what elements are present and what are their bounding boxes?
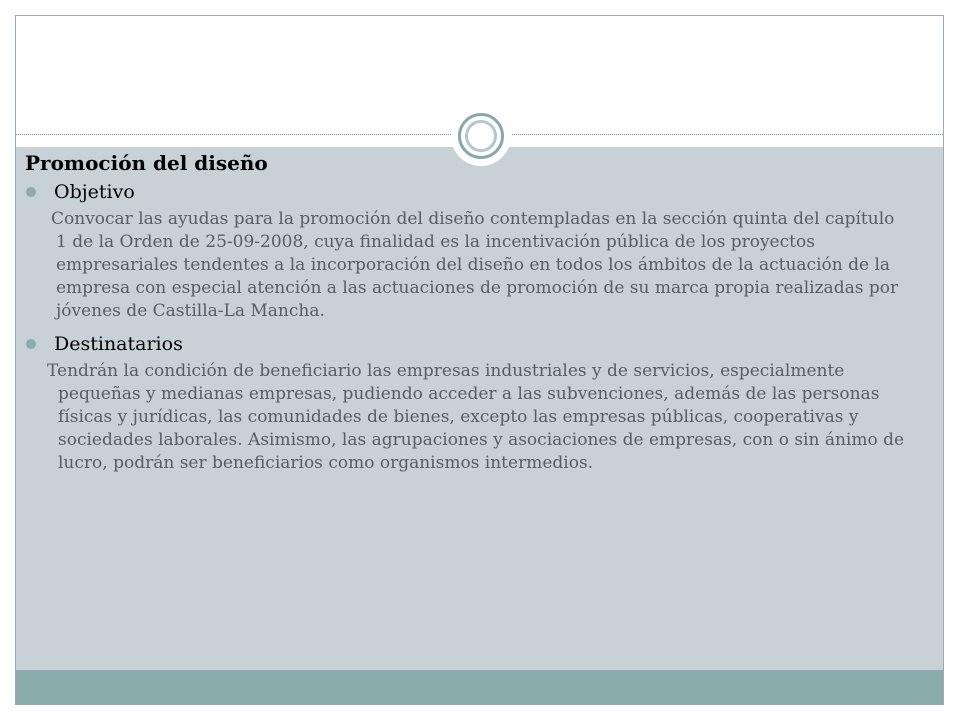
section-heading-label: Destinatarios xyxy=(54,333,183,355)
section-paragraph-destinatarios: Tendrán la condición de beneficiario las empresas industriales y de servicios, especialmente pequeñas y medianas empresas, pudiendo acceder a las subvenciones, además de las personas físicas y jurídicas, las comunidades de bienes, excepto las empresas públicas, cooperativas y sociedades laborales. Asimismo, las agrupaciones y asociaciones de empresas, con o sin ánimo de lucro, podrán ser beneficiarios como organismos intermedios. xyxy=(47,361,905,473)
slide-footer-band xyxy=(16,670,943,705)
slide-content xyxy=(25,148,905,475)
section-heading-destinatarios xyxy=(25,330,905,358)
section-paragraph-objetivo: Convocar las ayudas para la promoción del diseño contempladas en la sección quinta del capítulo 1 de la Orden de 25-09-2008, cuya finalidad es la incentivación pública de los proyectos empresariales tendentes a la incorporación del diseño en todos los ámbitos de la actuación de la empresa con especial atención a las actuaciones de promoción de su marca propia realizadas por jóvenes de Castilla-La Mancha. xyxy=(51,209,899,321)
slide-title: Promoción del diseño xyxy=(25,151,268,175)
bullet-icon xyxy=(26,339,36,349)
section-heading-label: Objetivo xyxy=(54,181,135,203)
section-heading-objetivo xyxy=(25,178,905,206)
bullet-icon xyxy=(26,187,36,197)
